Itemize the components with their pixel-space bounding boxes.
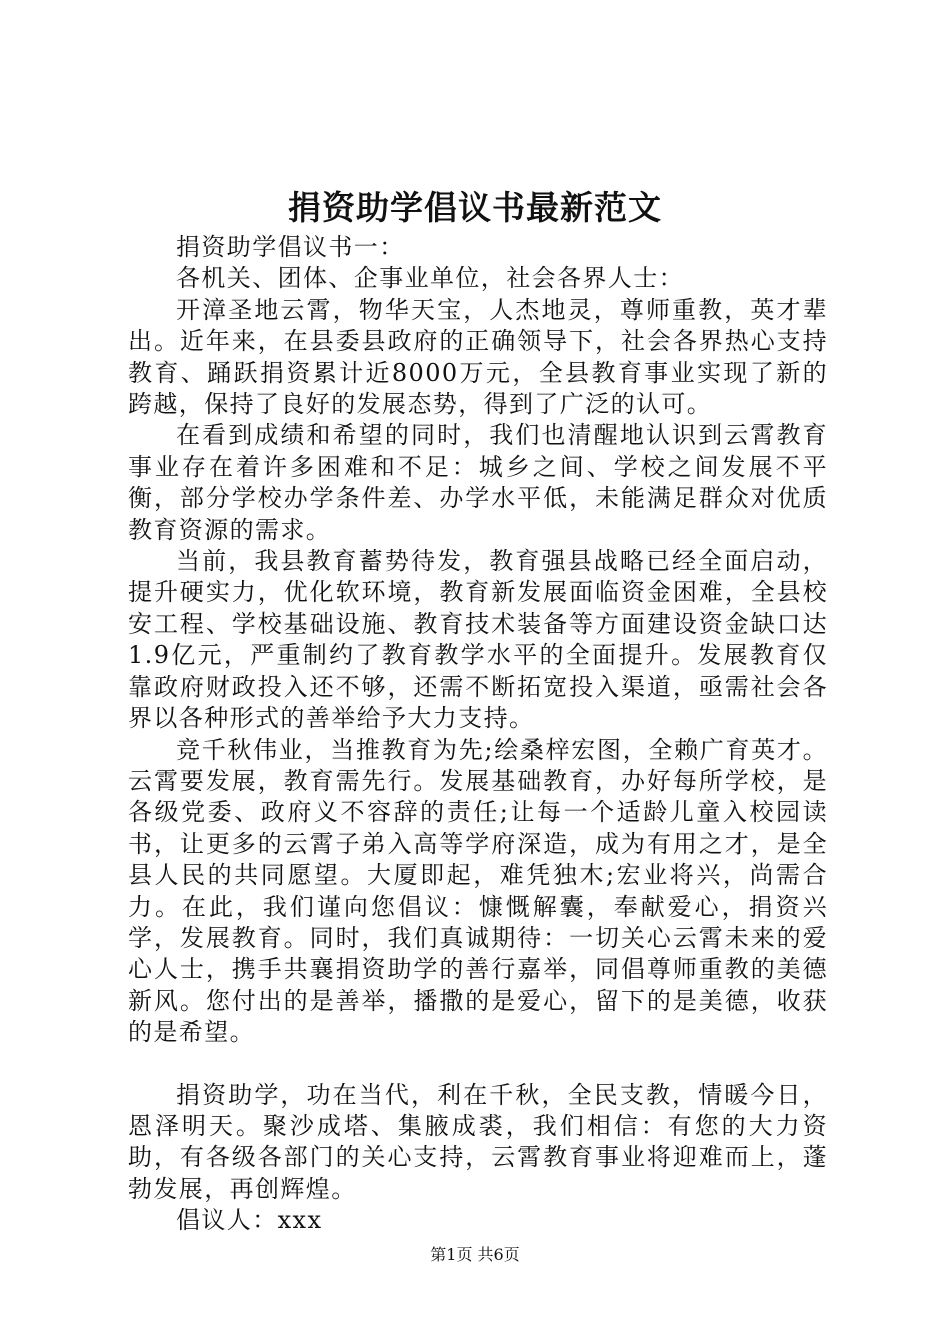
paragraph: 捐资助学，功在当代，利在千秋，全民支教，情暖今日，恩泽明天。聚沙成塔、集腋成裘，我们相信：有您的大力资助，有各级各部门的关心支持，云霄教育事业将迎难而上，蓬勃发展，再创辉煌。	[128, 1080, 828, 1203]
page-footer: 第1页 共6页	[430, 1245, 520, 1264]
document-body	[128, 232, 828, 1237]
paragraph: 在看到成绩和希望的同时，我们也清醒地认识到云霄教育事业存在着许多困难和不足：城乡之间、学校之间发展不平衡，部分学校办学条件差、办学水平低，未能满足群众对优质教育资源的需求。	[128, 421, 828, 544]
paragraph-signature: 倡议人：xxx	[176, 1206, 323, 1235]
paragraph-heading: 捐资助学倡议书一：	[176, 233, 405, 261]
paragraph: 开漳圣地云霄，物华天宝，人杰地灵，尊师重教，英才辈出。近年来，在县委县政府的正确领导下，社会各界热心支持教育、踊跃捐资累计近8000万元，全县教育事业实现了新的跨越，保持了良好的发展态势，得到了广泛的认可。	[128, 295, 828, 419]
paragraph: 当前，我县教育蓄势待发，教育强县战略已经全面启动，提升硬实力，优化软环境，教育新发展面临资金困难，全县校安工程、学校基础设施、教育技术装备等方面建设资金缺口达1.9亿元，严重制约了教育教学水平的全面提升。发展教育仅靠政府财政投入还不够，还需不断拓宽投入渠道，亟需社会各界以各种形式的善举给予大力支持。	[128, 547, 828, 733]
document-title: 捐资助学倡议书最新范文	[288, 188, 662, 227]
paragraph-salutation: 各机关、团体、企事业单位，社会各界人士：	[176, 264, 684, 293]
paragraph: 竞千秋伟业，当推教育为先;绘桑梓宏图，全赖广育英才。云霄要发展，教育需先行。发展基础教育，办好每所学校，是各级党委、政府义不容辞的责任;让每一个适龄儿童入校园读书，让更多的云霄子弟入高等学府深造，成为有用之才，是全县人民的共同愿望。大厦即起，难凭独木;宏业将兴，尚需合力。在此，我们谨向您倡议：慷慨解囊，奉献爱心，捐资兴学，发展教育。同时，我们真诚期待：一切关心云霄未来的爱心人士，携手共襄捐资助学的善行嘉举，同倡尊师重教的美德新风。您付出的是善举，播撒的是爱心，留下的是美德，收获的是希望。	[128, 735, 828, 1047]
